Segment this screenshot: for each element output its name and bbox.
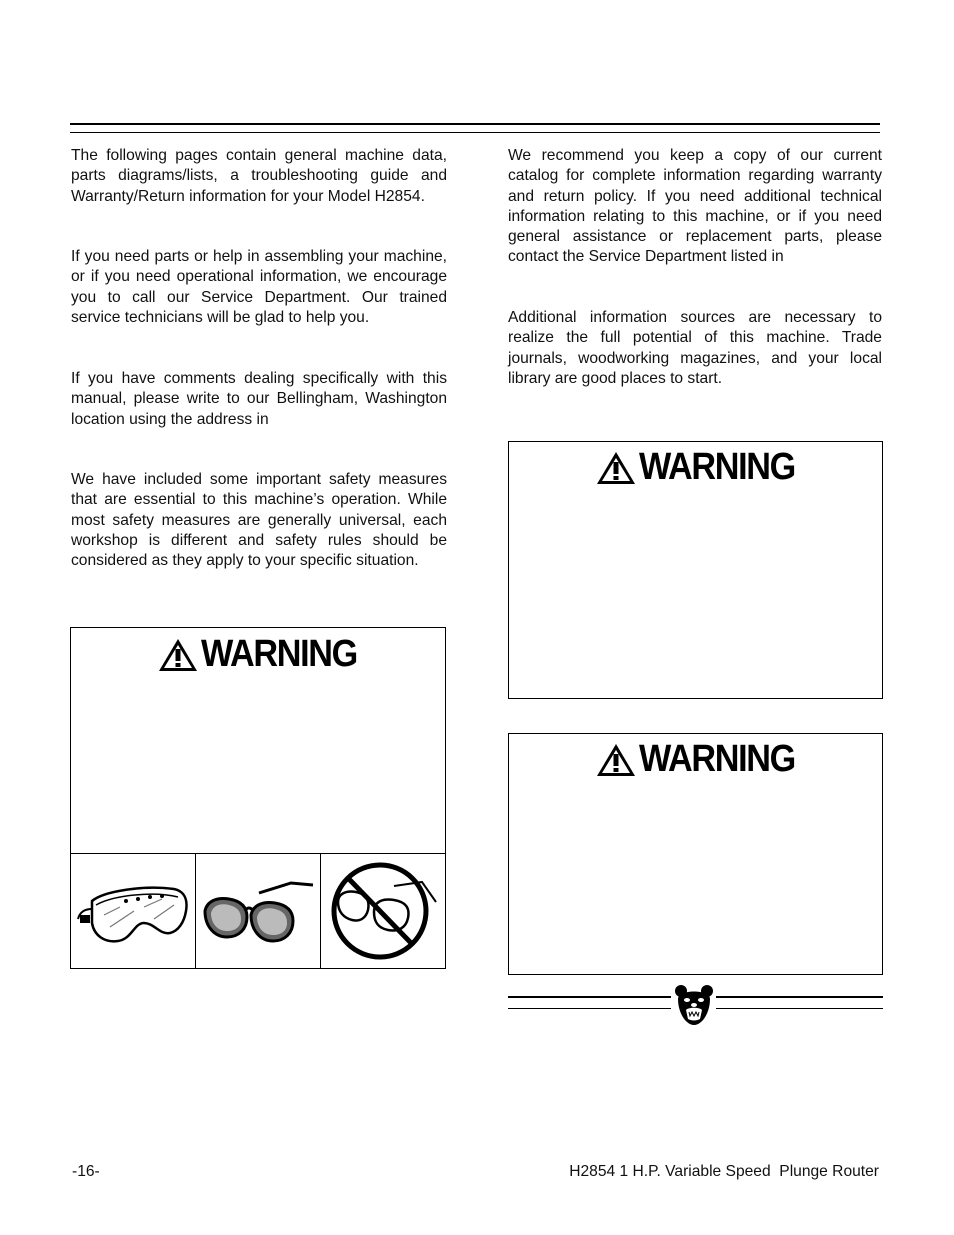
paragraph-service-help: If you need parts or help in assembling your machine, or if you need operational information, we encourage you to call our Service Department. Our trained service technicians will be glad to help you.: [71, 248, 447, 326]
divider-rule-right-top: [716, 996, 883, 998]
footer-title: H2854 1 H.P. Variable Speed Plunge Router: [569, 1163, 879, 1180]
left-column-intro: [71, 146, 447, 207]
warning-label: WARNING: [639, 446, 795, 488]
paragraph-manual-comments: If you have comments dealing specifically with this manual, please write to our Bellingham, Washington location using the address in: [71, 370, 447, 428]
divider-rule-right-bottom: [716, 1008, 883, 1009]
header-rule-thick: [70, 123, 880, 125]
warning-label: WARNING: [639, 738, 795, 780]
paragraph-machine-data: The following pages contain general machine data, parts diagrams/lists, a troubleshooting guide and Warranty/Return information for your Model H2854.: [71, 147, 447, 205]
warning-box-right-lower: [508, 733, 883, 975]
paragraph-info-sources: Additional information sources are necessary to realize the full potential of this machine. Trade journals, woodworking magazines, and your local library are good places to start.: [508, 309, 882, 387]
page-number: -16-: [72, 1163, 100, 1180]
paragraph-safety-measures: We have included some important safety measures that are essential to this machine’s operation. While most safety measures are generally universal, each workshop is different and safety rules should be considered as they apply to your specific situation.: [71, 471, 447, 570]
warning-heading: [71, 633, 445, 676]
goggles-cell: [71, 854, 196, 968]
prohibited-cell: [321, 854, 445, 968]
prohibited-glasses-icon: [324, 856, 442, 966]
left-column-help: [71, 247, 447, 328]
header-rule-thin: [70, 132, 880, 133]
eye-protection-images: [71, 853, 445, 968]
warning-triangle-icon: [595, 742, 637, 778]
paragraph-catalog: We recommend you keep a copy of our current catalog for complete information regarding warranty and return policy. If you need additional technical information relating to this machine, or if you need general assistance or replacement parts, please contact the Service Department listed in: [508, 147, 882, 266]
divider-rule-left-top: [508, 996, 671, 998]
left-column-comments: [71, 369, 447, 430]
safety-glasses-icon: [199, 871, 317, 951]
warning-box-eye-protection: [70, 627, 446, 969]
safety-goggles-icon: [74, 871, 192, 951]
right-column-sources: [508, 308, 882, 389]
warning-box-right-upper: [508, 441, 883, 699]
warning-heading: [509, 738, 882, 781]
glasses-cell: [196, 854, 321, 968]
warning-label: WARNING: [201, 633, 357, 675]
warning-triangle-icon: [157, 637, 199, 673]
warning-heading: [509, 446, 882, 489]
left-column-safety: [71, 470, 447, 571]
bear-logo-icon: [674, 983, 714, 1027]
divider-rule-left-bottom: [508, 1008, 671, 1009]
right-column-catalog: [508, 146, 882, 268]
warning-triangle-icon: [595, 450, 637, 486]
